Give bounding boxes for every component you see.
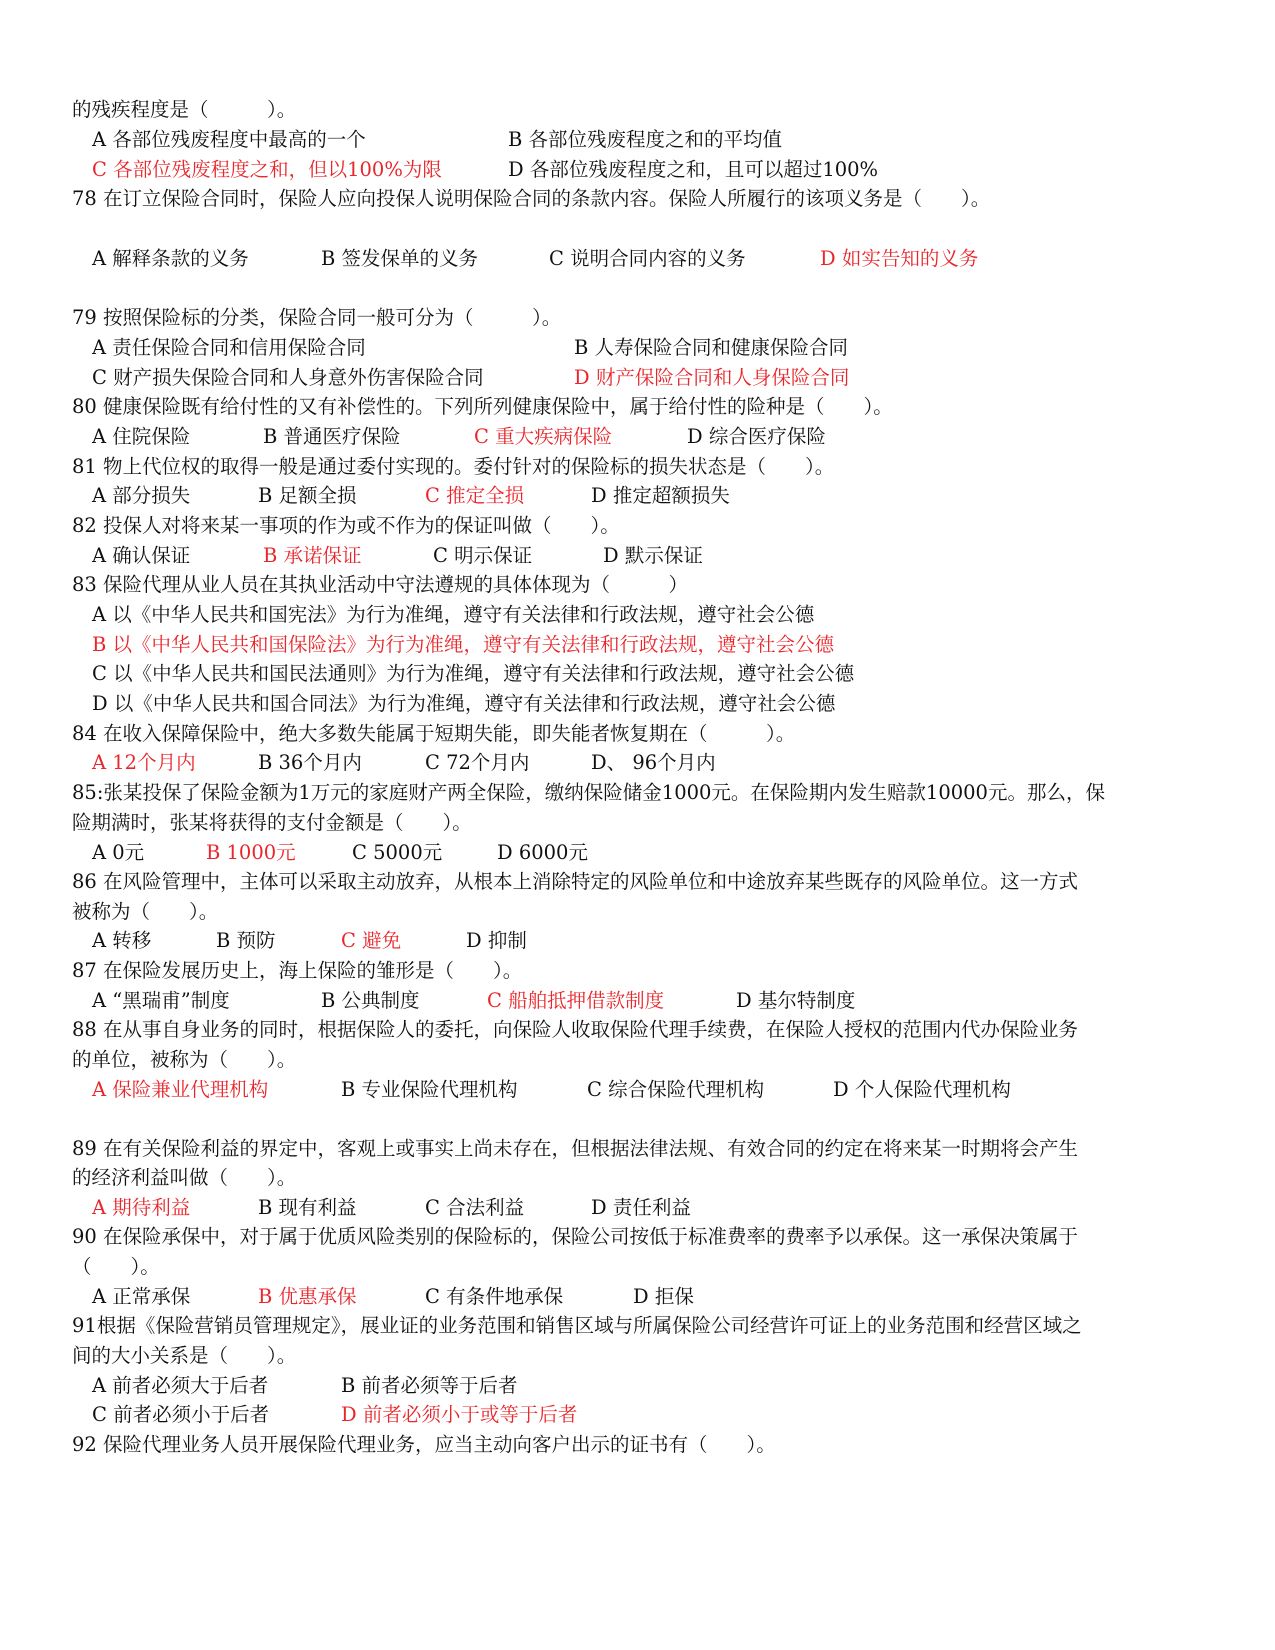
- q89-option-b: B 现有利益: [258, 1196, 357, 1219]
- q77-option-b: B 各部位残废程度之和的平均值: [508, 128, 783, 151]
- q90-stem-line2: （ ）。: [72, 1255, 160, 1278]
- q84-stem: 84 在收入保障保险中，绝大多数失能属于短期失能，即失能者恢复期在（ ）。: [72, 722, 796, 745]
- q80-option-b: B 普通医疗保险: [263, 425, 401, 448]
- q91-option-c: C 前者必须小于后者: [92, 1403, 270, 1426]
- q82-stem: 82 投保人对将来某一事项的作为或不作为的保证叫做（ ）。: [72, 514, 620, 537]
- q89-option-a-answer: A 期待利益: [92, 1196, 191, 1219]
- q91-option-a: A 前者必须大于后者: [92, 1374, 269, 1397]
- q87-option-c-answer: C 船舶抵押借款制度: [487, 989, 665, 1012]
- q77-stem: 的残疾程度是（ ）。: [72, 98, 297, 121]
- q80-option-d: D 综合医疗保险: [687, 425, 826, 448]
- q80-stem: 80 健康保险既有给付性的又有补偿性的。下列所列健康保险中，属于给付性的险种是（ ）。: [72, 395, 893, 418]
- q79-stem: 79 按照保险标的分类，保险合同一般可分为（ ）。: [72, 306, 562, 329]
- q91-option-b: B 前者必须等于后者: [341, 1374, 518, 1397]
- q86-option-c-answer: C 避免: [341, 929, 402, 952]
- q82-option-b-answer: B 承诺保证: [263, 544, 362, 567]
- q88-option-b: B 专业保险代理机构: [341, 1078, 518, 1101]
- q79-option-c: C 财产损失保险合同和人身意外伤害保险合同: [92, 366, 484, 389]
- q89-option-c: C 合法利益: [425, 1196, 525, 1219]
- q78-option-c: C 说明合同内容的义务: [549, 247, 746, 270]
- q81-option-a: A 部分损失: [92, 484, 191, 507]
- q85-option-a: A 0元: [92, 841, 145, 864]
- q87-option-b: B 公典制度: [321, 989, 420, 1012]
- q90-option-c: C 有条件地承保: [425, 1285, 564, 1308]
- q85-option-b-answer: B 1000元: [206, 841, 296, 864]
- q88-option-a-answer: A 保险兼业代理机构: [92, 1078, 269, 1101]
- q84-option-c: C 72个月内: [425, 751, 530, 774]
- q86-option-d: D 抑制: [466, 929, 527, 952]
- q90-stem-line1: 90 在保险承保中，对于属于优质风险类别的保险标的，保险公司按低于标准费率的费率予以承保。这一承保决策属于: [72, 1225, 1079, 1248]
- q87-option-d: D 基尔特制度: [736, 989, 856, 1012]
- q86-stem-line2: 被称为（ ）。: [72, 900, 219, 923]
- q83-option-b-answer: B 以《中华人民共和国保险法》为行为准绳，遵守有关法律和行政法规，遵守社会公德: [92, 633, 835, 656]
- q80-option-c-answer: C 重大疾病保险: [474, 425, 613, 448]
- q77-option-c-answer: C 各部位残废程度之和，但以100%为限: [92, 158, 442, 181]
- q89-stem-line2: 的经济利益叫做（ ）。: [72, 1166, 297, 1189]
- q81-stem: 81 物上代位权的取得一般是通过委付实现的。委付针对的保险标的损失状态是（ ）。: [72, 455, 835, 478]
- q78-option-d-answer: D 如实告知的义务: [820, 247, 979, 270]
- q79-option-d-answer: D 财产保险合同和人身保险合同: [574, 366, 850, 389]
- q78-stem: 78 在订立保险合同时，保险人应向投保人说明保险合同的条款内容。保险人所履行的该项义务是（ ）。: [72, 187, 991, 210]
- q85-option-c: C 5000元: [352, 841, 443, 864]
- q78-option-b: B 签发保单的义务: [321, 247, 479, 270]
- q87-stem: 87 在保险发展历史上，海上保险的雏形是（ ）。: [72, 959, 523, 982]
- q82-option-a: A 确认保证: [92, 544, 191, 567]
- q85-stem-line2: 险期满时，张某将获得的支付金额是（ ）。: [72, 811, 472, 834]
- q81-option-d: D 推定超额损失: [591, 484, 730, 507]
- q90-option-a: A 正常承保: [92, 1285, 191, 1308]
- q90-option-d: D 拒保: [633, 1285, 694, 1308]
- q84-option-b: B 36个月内: [258, 751, 362, 774]
- q90-option-b-answer: B 优惠承保: [258, 1285, 357, 1308]
- q83-option-c: C 以《中华人民共和国民法通则》为行为准绳，遵守有关法律和行政法规，遵守社会公德: [92, 662, 855, 685]
- q79-option-a: A 责任保险合同和信用保险合同: [92, 336, 366, 359]
- q86-stem-line1: 86 在风险管理中，主体可以采取主动放弃，从根本上消除特定的风险单位和中途放弃某些既存的风险单位。这一方式: [72, 870, 1079, 893]
- q85-option-d: D 6000元: [497, 841, 588, 864]
- q78-option-a: A 解释条款的义务: [92, 247, 249, 270]
- q86-option-b: B 预防: [216, 929, 276, 952]
- q89-stem-line1: 89 在有关保险利益的界定中，客观上或事实上尚未存在，但根据法律法规、有效合同的约定在将来某一时期将会产生: [72, 1137, 1079, 1160]
- q91-stem-line1: 91根据《保险营销员管理规定》，展业证的业务范围和销售区域与所属保险公司经营许可证上的业务范围和经营区域之: [72, 1314, 1082, 1337]
- q82-option-d: D 默示保证: [603, 544, 703, 567]
- q77-option-d: D 各部位残废程度之和，且可以超过100%: [508, 158, 879, 181]
- q88-option-d: D 个人保险代理机构: [833, 1078, 1011, 1101]
- q80-option-a: A 住院保险: [92, 425, 191, 448]
- q84-option-a-answer: A 12个月内: [92, 751, 196, 774]
- q89-option-d: D 责任利益: [591, 1196, 691, 1219]
- q91-stem-line2: 间的大小关系是（ ）。: [72, 1344, 297, 1367]
- q86-option-a: A 转移: [92, 929, 152, 952]
- q85-stem-line1: 85:张某投保了保险金额为1万元的家庭财产两全保险，缴纳保险储金1000元。在保险期内发生赔款10000元。那么，保: [72, 781, 1105, 804]
- q88-stem-line1: 88 在从事自身业务的同时，根据保险人的委托，向保险人收取保险代理手续费，在保险人授权的范围内代办保险业务: [72, 1018, 1079, 1041]
- q79-option-b: B 人寿保险合同和健康保险合同: [574, 336, 849, 359]
- q92-stem: 92 保险代理业务人员开展保险代理业务，应当主动向客户出示的证书有（ ）。: [72, 1433, 776, 1456]
- q81-option-b: B 足额全损: [258, 484, 357, 507]
- q83-stem: 83 保险代理从业人员在其执业活动中守法遵规的具体体现为（ ）: [72, 573, 689, 596]
- q83-option-a: A 以《中华人民共和国宪法》为行为准绳，遵守有关法律和行政法规，遵守社会公德: [92, 603, 815, 626]
- q88-stem-line2: 的单位，被称为（ ）。: [72, 1048, 297, 1071]
- q88-option-c: C 综合保险代理机构: [587, 1078, 765, 1101]
- q82-option-c: C 明示保证: [433, 544, 533, 567]
- q77-option-a: A 各部位残废程度中最高的一个: [92, 128, 366, 151]
- q83-option-d: D 以《中华人民共和国合同法》为行为准绳，遵守有关法律和行政法规，遵守社会公德: [92, 692, 836, 715]
- q91-option-d-answer: D 前者必须小于或等于后者: [341, 1403, 578, 1426]
- q87-option-a: A “黑瑞甫”制度: [92, 989, 230, 1012]
- q81-option-c-answer: C 推定全损: [425, 484, 525, 507]
- q84-option-d: D、 96个月内: [591, 751, 716, 774]
